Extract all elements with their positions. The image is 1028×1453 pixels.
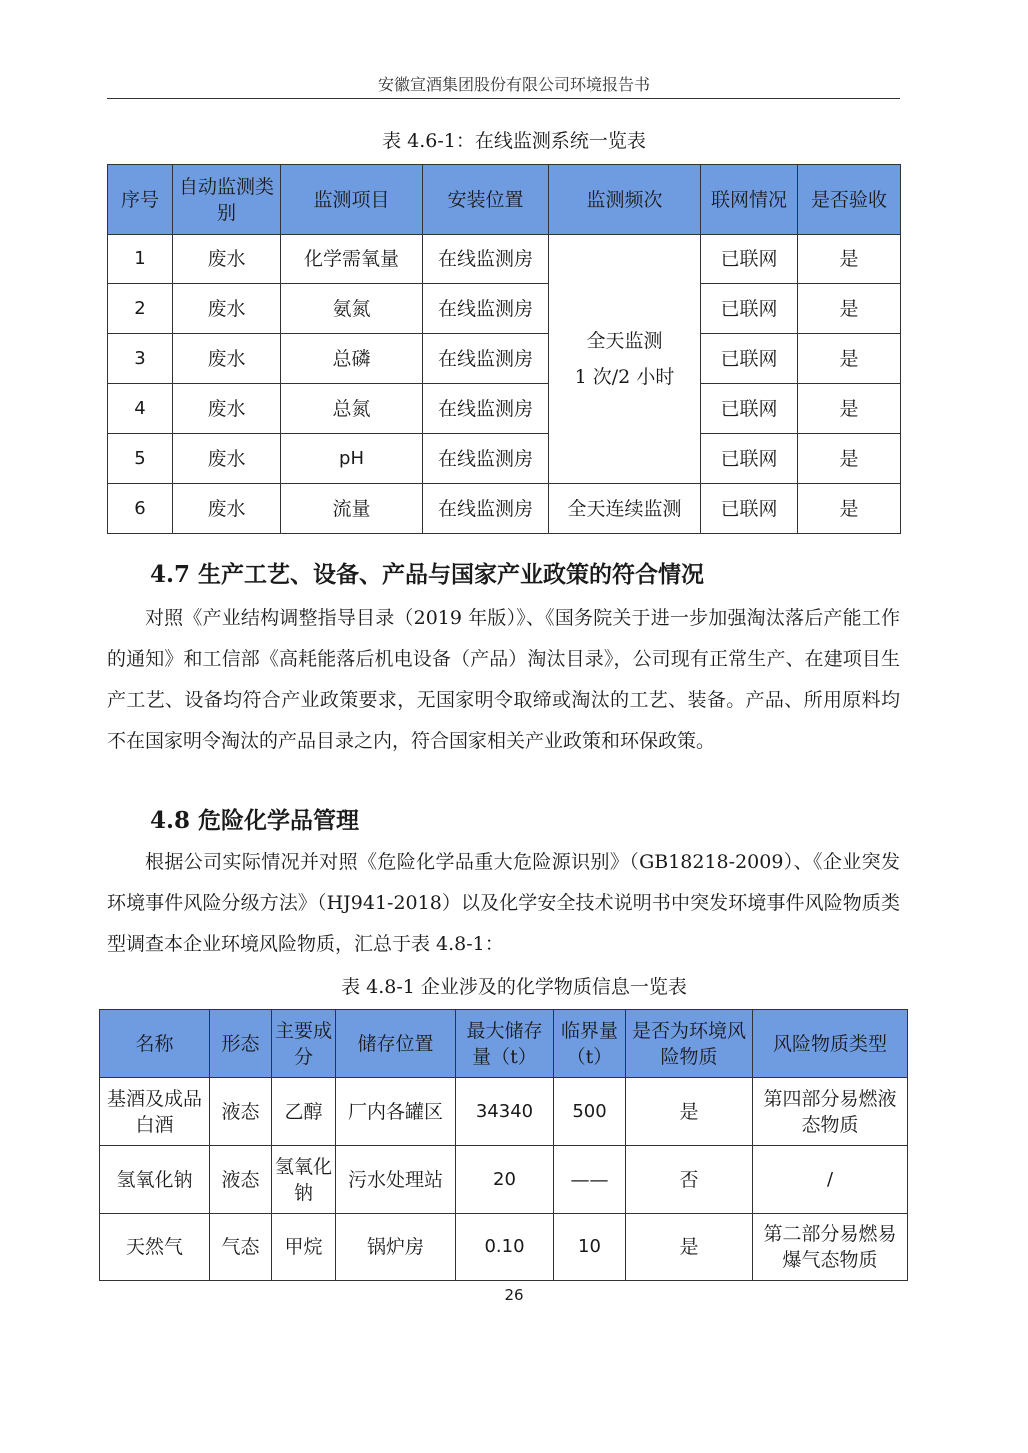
accepted-status: 是 — [798, 384, 901, 434]
risk-substance-type: 第二部分易燃易爆气态物质 — [753, 1214, 908, 1281]
storage-location: 厂内各罐区 — [336, 1078, 456, 1146]
table2-header-cell: 风险物质类型 — [753, 1010, 908, 1078]
install-location: 在线监测房 — [423, 334, 549, 384]
monitor-type: 废水 — [173, 284, 281, 334]
row-number: 1 — [108, 235, 173, 284]
page-header: 安徽宣酒集团股份有限公司环境报告书 — [377, 75, 650, 94]
network-status: 已联网 — [701, 434, 798, 484]
risk-substance-type: 第四部分易燃液态物质 — [753, 1078, 908, 1146]
main-component: 乙醇 — [272, 1078, 336, 1146]
table2-header-cell: 形态 — [210, 1010, 272, 1078]
table2-header-cell: 名称 — [100, 1010, 210, 1078]
install-location: 在线监测房 — [423, 384, 549, 434]
storage-location: 污水处理站 — [336, 1146, 456, 1214]
frequency-line-1: 全天监测 — [586, 330, 663, 352]
risk-substance-type: / — [753, 1146, 908, 1214]
is-risk-substance: 是 — [626, 1214, 753, 1281]
is-risk-substance: 否 — [626, 1146, 753, 1214]
critical-quantity: —— — [554, 1146, 626, 1214]
monitor-type: 废水 — [173, 484, 281, 534]
section-4-8-paragraph: 根据公司实际情况并对照《危险化学品重大危险源识别》（GB18218-2009）、《企业突发环境事件风险分级方法》（HJ941-2018）以及化学安全技术说明书中突发环境事件风险物质类型调查本企业环境风险物质，汇总于表 4.8-1： — [107, 851, 900, 955]
network-status: 已联网 — [701, 484, 798, 534]
table-row — [108, 484, 901, 534]
chemical-name: 氢氧化钠 — [100, 1146, 210, 1214]
table-row — [100, 1146, 908, 1214]
monitor-type: 废水 — [173, 235, 281, 284]
table-row — [108, 284, 901, 334]
table1-header-cell: 序号 — [108, 165, 173, 235]
table-row — [100, 1214, 908, 1281]
section-4-7-paragraph: 对照《产业结构调整指导目录（2019 年版）》、《国务院关于进一步加强淘汰落后产能工作的通知》和工信部《高耗能落后机电设备（产品）淘汰目录》，公司现有正常生产、在建项目生产工艺、设备均符合产业政策要求，无国家明令取缔或淘汰的工艺、装备。产品、所用原料均不在国家明令淘汰的产品目录之内，符合国家相关产业政策和环保政策。 — [107, 607, 900, 752]
accepted-status: 是 — [798, 484, 901, 534]
network-status: 已联网 — [701, 384, 798, 434]
header-rule — [107, 98, 900, 99]
network-status: 已联网 — [701, 284, 798, 334]
row-number: 3 — [108, 334, 173, 384]
row-number: 5 — [108, 434, 173, 484]
table2-header-cell: 主要成分 — [272, 1010, 336, 1078]
row-number: 4 — [108, 384, 173, 434]
monitoring-table — [107, 164, 901, 534]
table1-header-cell: 自动监测类别 — [173, 165, 281, 235]
row-number: 6 — [108, 484, 173, 534]
table1-header-cell: 是否验收 — [798, 165, 901, 235]
main-component: 氢氧化钠 — [272, 1146, 336, 1214]
table2-header-cell: 是否为环境风险物质 — [626, 1010, 753, 1078]
table1-header-cell: 监测项目 — [281, 165, 423, 235]
install-location: 在线监测房 — [423, 434, 549, 484]
table1-header-cell: 监测频次 — [549, 165, 701, 235]
section-4-7-title: 4.7 生产工艺、设备、产品与国家产业政策的符合情况 — [150, 561, 705, 588]
table1-header-cell: 安装位置 — [423, 165, 549, 235]
table2-header-cell: 临界量（t） — [554, 1010, 626, 1078]
storage-location: 锅炉房 — [336, 1214, 456, 1281]
chemical-state: 气态 — [210, 1214, 272, 1281]
chemical-name: 基酒及成品白酒 — [100, 1078, 210, 1146]
monitor-item: pH — [281, 434, 423, 484]
chemical-name: 天然气 — [100, 1214, 210, 1281]
monitor-item: 总氮 — [281, 384, 423, 434]
max-storage: 0.10 — [456, 1214, 554, 1281]
network-status: 已联网 — [701, 334, 798, 384]
is-risk-substance: 是 — [626, 1078, 753, 1146]
install-location: 在线监测房 — [423, 284, 549, 334]
install-location: 在线监测房 — [423, 235, 549, 284]
main-component: 甲烷 — [272, 1214, 336, 1281]
chemical-state: 液态 — [210, 1146, 272, 1214]
monitor-item: 氨氮 — [281, 284, 423, 334]
chemical-state: 液态 — [210, 1078, 272, 1146]
table-row — [108, 334, 901, 384]
table-row — [100, 1078, 908, 1146]
table1-caption: 表 4.6-1：在线监测系统一览表 — [382, 130, 646, 152]
monitor-type: 废水 — [173, 384, 281, 434]
page-number: 26 — [504, 1286, 524, 1304]
monitor-type: 废水 — [173, 434, 281, 484]
max-storage: 34340 — [456, 1078, 554, 1146]
table-row — [108, 384, 901, 434]
frequency-line-2: 1 次/2 小时 — [574, 366, 675, 388]
install-location: 在线监测房 — [423, 484, 549, 534]
section-4-8-title: 4.8 危险化学品管理 — [150, 807, 360, 834]
monitor-item: 总磷 — [281, 334, 423, 384]
table2-header-cell: 最大储存量（t） — [456, 1010, 554, 1078]
accepted-status: 是 — [798, 334, 901, 384]
accepted-status: 是 — [798, 235, 901, 284]
monitor-frequency-merged — [549, 235, 701, 484]
table-row — [108, 235, 901, 284]
row-number: 2 — [108, 284, 173, 334]
monitor-frequency: 全天连续监测 — [549, 484, 701, 534]
table1-header-cell: 联网情况 — [701, 165, 798, 235]
table2-caption: 表 4.8-1 企业涉及的化学物质信息一览表 — [341, 976, 687, 998]
accepted-status: 是 — [798, 284, 901, 334]
network-status: 已联网 — [701, 235, 798, 284]
table2-header-cell: 储存位置 — [336, 1010, 456, 1078]
table-row — [108, 434, 901, 484]
chemicals-table — [99, 1009, 908, 1281]
critical-quantity: 10 — [554, 1214, 626, 1281]
max-storage: 20 — [456, 1146, 554, 1214]
monitor-item: 化学需氧量 — [281, 235, 423, 284]
monitor-type: 废水 — [173, 334, 281, 384]
critical-quantity: 500 — [554, 1078, 626, 1146]
accepted-status: 是 — [798, 434, 901, 484]
monitor-item: 流量 — [281, 484, 423, 534]
